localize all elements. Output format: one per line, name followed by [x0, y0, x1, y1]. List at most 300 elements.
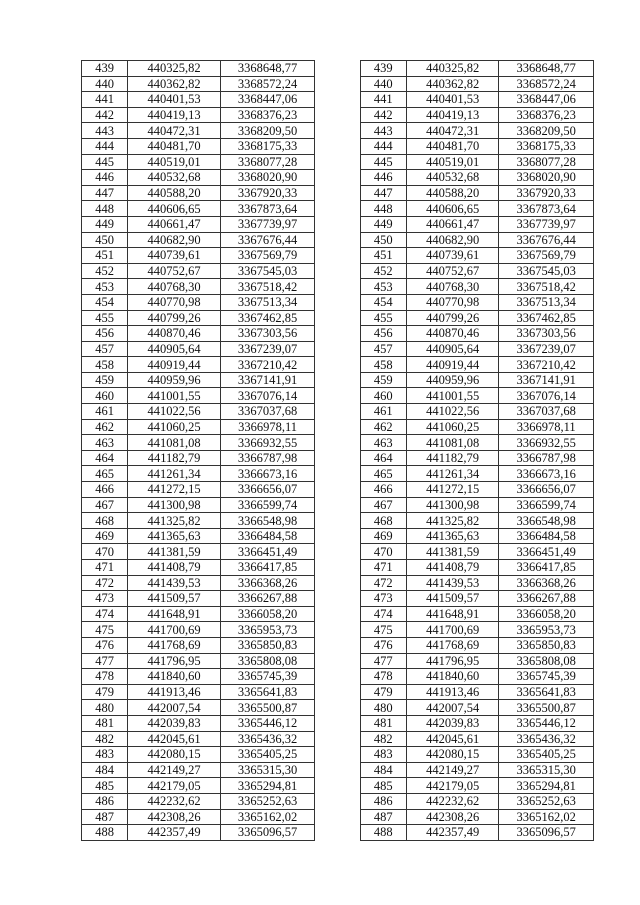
right-point-number-cell: 439 — [360, 61, 406, 77]
table-row — [82, 279, 594, 295]
table-row — [82, 747, 594, 763]
right-point-number-cell: 447 — [360, 185, 406, 201]
table-row — [82, 232, 594, 248]
left-y-coordinate-cell: 3367676,44 — [220, 232, 315, 248]
right-x-coordinate-cell: 440752,67 — [406, 263, 499, 279]
left-y-coordinate-cell: 3365162,02 — [220, 809, 315, 825]
left-y-coordinate-cell: 3366787,98 — [220, 450, 315, 466]
right-x-coordinate-cell: 441913,46 — [406, 684, 499, 700]
right-y-coordinate-cell: 3368648,77 — [499, 61, 594, 77]
right-x-coordinate-cell: 441001,55 — [406, 388, 499, 404]
column-gap — [315, 123, 360, 139]
left-y-coordinate-cell: 3366451,49 — [220, 544, 315, 560]
left-x-coordinate-cell: 442357,49 — [128, 825, 221, 841]
right-point-number-cell: 458 — [360, 357, 406, 373]
right-x-coordinate-cell: 441408,79 — [406, 560, 499, 576]
left-point-number-cell: 451 — [82, 248, 128, 264]
column-gap — [315, 622, 360, 638]
column-gap — [315, 560, 360, 576]
left-y-coordinate-cell: 3366599,74 — [220, 497, 315, 513]
left-point-number-cell: 477 — [82, 653, 128, 669]
right-x-coordinate-cell: 441365,63 — [406, 528, 499, 544]
left-y-coordinate-cell: 3368077,28 — [220, 154, 315, 170]
right-x-coordinate-cell: 441272,15 — [406, 482, 499, 498]
table-row — [82, 310, 594, 326]
right-x-coordinate-cell: 440588,20 — [406, 185, 499, 201]
table-row — [82, 216, 594, 232]
right-x-coordinate-cell: 442007,54 — [406, 700, 499, 716]
left-x-coordinate-cell: 440770,98 — [128, 294, 221, 310]
left-x-coordinate-cell: 441439,53 — [128, 575, 221, 591]
column-gap — [315, 591, 360, 607]
right-x-coordinate-cell: 441796,95 — [406, 653, 499, 669]
right-point-number-cell: 450 — [360, 232, 406, 248]
right-point-number-cell: 474 — [360, 606, 406, 622]
table-row — [82, 513, 594, 529]
column-gap — [315, 575, 360, 591]
left-point-number-cell: 455 — [82, 310, 128, 326]
right-y-coordinate-cell: 3367739,97 — [499, 216, 594, 232]
right-y-coordinate-cell: 3365315,30 — [499, 762, 594, 778]
left-point-number-cell: 448 — [82, 201, 128, 217]
column-gap — [315, 606, 360, 622]
left-y-coordinate-cell: 3366548,98 — [220, 513, 315, 529]
right-point-number-cell: 480 — [360, 700, 406, 716]
left-x-coordinate-cell: 441182,79 — [128, 450, 221, 466]
left-point-number-cell: 486 — [82, 793, 128, 809]
left-point-number-cell: 470 — [82, 544, 128, 560]
right-y-coordinate-cell: 3365641,83 — [499, 684, 594, 700]
column-gap — [315, 747, 360, 763]
right-point-number-cell: 461 — [360, 404, 406, 420]
left-y-coordinate-cell: 3365315,30 — [220, 762, 315, 778]
right-point-number-cell: 444 — [360, 138, 406, 154]
left-x-coordinate-cell: 440472,31 — [128, 123, 221, 139]
right-x-coordinate-cell: 441840,60 — [406, 669, 499, 685]
left-point-number-cell: 467 — [82, 497, 128, 513]
column-gap — [315, 248, 360, 264]
right-x-coordinate-cell: 440532,68 — [406, 170, 499, 186]
right-x-coordinate-cell: 440739,61 — [406, 248, 499, 264]
left-y-coordinate-cell: 3367210,42 — [220, 357, 315, 373]
right-y-coordinate-cell: 3365808,08 — [499, 653, 594, 669]
left-point-number-cell: 476 — [82, 637, 128, 653]
left-x-coordinate-cell: 441796,95 — [128, 653, 221, 669]
left-x-coordinate-cell: 441913,46 — [128, 684, 221, 700]
right-point-number-cell: 467 — [360, 497, 406, 513]
right-y-coordinate-cell: 3367037,68 — [499, 404, 594, 420]
right-y-coordinate-cell: 3365436,32 — [499, 731, 594, 747]
column-gap — [315, 482, 360, 498]
table-row — [82, 372, 594, 388]
right-y-coordinate-cell: 3366417,85 — [499, 560, 594, 576]
left-point-number-cell: 456 — [82, 326, 128, 342]
right-x-coordinate-cell: 441300,98 — [406, 497, 499, 513]
table-row — [82, 684, 594, 700]
right-point-number-cell: 481 — [360, 715, 406, 731]
column-gap — [315, 778, 360, 794]
left-x-coordinate-cell: 440481,70 — [128, 138, 221, 154]
left-point-number-cell: 463 — [82, 435, 128, 451]
column-gap — [315, 419, 360, 435]
left-x-coordinate-cell: 440739,61 — [128, 248, 221, 264]
column-gap — [315, 232, 360, 248]
column-gap — [315, 76, 360, 92]
left-x-coordinate-cell: 440661,47 — [128, 216, 221, 232]
left-point-number-cell: 441 — [82, 92, 128, 108]
right-point-number-cell: 475 — [360, 622, 406, 638]
right-point-number-cell: 456 — [360, 326, 406, 342]
right-x-coordinate-cell: 442179,05 — [406, 778, 499, 794]
table-row — [82, 544, 594, 560]
left-x-coordinate-cell: 440799,26 — [128, 310, 221, 326]
left-x-coordinate-cell: 441081,08 — [128, 435, 221, 451]
table-row — [82, 294, 594, 310]
right-y-coordinate-cell: 3365850,83 — [499, 637, 594, 653]
right-point-number-cell: 455 — [360, 310, 406, 326]
left-x-coordinate-cell: 441060,25 — [128, 419, 221, 435]
right-point-number-cell: 484 — [360, 762, 406, 778]
right-point-number-cell: 463 — [360, 435, 406, 451]
left-point-number-cell: 469 — [82, 528, 128, 544]
right-point-number-cell: 446 — [360, 170, 406, 186]
right-point-number-cell: 473 — [360, 591, 406, 607]
left-x-coordinate-cell: 441300,98 — [128, 497, 221, 513]
left-y-coordinate-cell: 3367462,85 — [220, 310, 315, 326]
left-y-coordinate-cell: 3368447,06 — [220, 92, 315, 108]
right-point-number-cell: 488 — [360, 825, 406, 841]
left-y-coordinate-cell: 3367873,64 — [220, 201, 315, 217]
left-y-coordinate-cell: 3368572,24 — [220, 76, 315, 92]
left-y-coordinate-cell: 3366417,85 — [220, 560, 315, 576]
right-y-coordinate-cell: 3367513,34 — [499, 294, 594, 310]
right-y-coordinate-cell: 3367076,14 — [499, 388, 594, 404]
column-gap — [315, 466, 360, 482]
left-x-coordinate-cell: 440588,20 — [128, 185, 221, 201]
right-y-coordinate-cell: 3365294,81 — [499, 778, 594, 794]
column-gap — [315, 341, 360, 357]
right-point-number-cell: 472 — [360, 575, 406, 591]
table-row — [82, 466, 594, 482]
left-y-coordinate-cell: 3368020,90 — [220, 170, 315, 186]
left-x-coordinate-cell: 441022,56 — [128, 404, 221, 420]
left-x-coordinate-cell: 441840,60 — [128, 669, 221, 685]
table-row — [82, 560, 594, 576]
right-x-coordinate-cell: 440799,26 — [406, 310, 499, 326]
left-point-number-cell: 475 — [82, 622, 128, 638]
table-row — [82, 435, 594, 451]
right-y-coordinate-cell: 3368572,24 — [499, 76, 594, 92]
table-row — [82, 107, 594, 123]
right-y-coordinate-cell: 3368077,28 — [499, 154, 594, 170]
right-x-coordinate-cell: 442357,49 — [406, 825, 499, 841]
left-point-number-cell: 446 — [82, 170, 128, 186]
table-row — [82, 762, 594, 778]
table-row — [82, 92, 594, 108]
left-x-coordinate-cell: 440682,90 — [128, 232, 221, 248]
right-y-coordinate-cell: 3367462,85 — [499, 310, 594, 326]
left-point-number-cell: 460 — [82, 388, 128, 404]
table-row — [82, 185, 594, 201]
right-y-coordinate-cell: 3366673,16 — [499, 466, 594, 482]
left-point-number-cell: 442 — [82, 107, 128, 123]
left-point-number-cell: 452 — [82, 263, 128, 279]
table-row — [82, 263, 594, 279]
right-x-coordinate-cell: 441060,25 — [406, 419, 499, 435]
right-point-number-cell: 485 — [360, 778, 406, 794]
right-point-number-cell: 483 — [360, 747, 406, 763]
table-row — [82, 388, 594, 404]
left-point-number-cell: 485 — [82, 778, 128, 794]
left-y-coordinate-cell: 3368648,77 — [220, 61, 315, 77]
left-x-coordinate-cell: 442039,83 — [128, 715, 221, 731]
left-point-number-cell: 461 — [82, 404, 128, 420]
right-x-coordinate-cell: 440519,01 — [406, 154, 499, 170]
column-gap — [315, 762, 360, 778]
right-x-coordinate-cell: 440919,44 — [406, 357, 499, 373]
right-point-number-cell: 462 — [360, 419, 406, 435]
column-gap — [315, 310, 360, 326]
right-y-coordinate-cell: 3366978,11 — [499, 419, 594, 435]
table-row — [82, 793, 594, 809]
left-y-coordinate-cell: 3366368,26 — [220, 575, 315, 591]
coordinate-table — [81, 60, 594, 841]
right-x-coordinate-cell: 441081,08 — [406, 435, 499, 451]
table-row — [82, 575, 594, 591]
right-point-number-cell: 454 — [360, 294, 406, 310]
left-y-coordinate-cell: 3368175,33 — [220, 138, 315, 154]
right-y-coordinate-cell: 3365252,63 — [499, 793, 594, 809]
right-point-number-cell: 478 — [360, 669, 406, 685]
left-point-number-cell: 478 — [82, 669, 128, 685]
left-x-coordinate-cell: 441325,82 — [128, 513, 221, 529]
left-point-number-cell: 484 — [82, 762, 128, 778]
right-point-number-cell: 442 — [360, 107, 406, 123]
column-gap — [315, 216, 360, 232]
column-gap — [315, 92, 360, 108]
left-point-number-cell: 483 — [82, 747, 128, 763]
left-point-number-cell: 453 — [82, 279, 128, 295]
right-x-coordinate-cell: 440606,65 — [406, 201, 499, 217]
right-x-coordinate-cell: 440419,13 — [406, 107, 499, 123]
table-row — [82, 637, 594, 653]
left-y-coordinate-cell: 3367076,14 — [220, 388, 315, 404]
right-y-coordinate-cell: 3366599,74 — [499, 497, 594, 513]
left-y-coordinate-cell: 3367303,56 — [220, 326, 315, 342]
left-point-number-cell: 440 — [82, 76, 128, 92]
right-point-number-cell: 469 — [360, 528, 406, 544]
right-y-coordinate-cell: 3365745,39 — [499, 669, 594, 685]
left-point-number-cell: 488 — [82, 825, 128, 841]
left-y-coordinate-cell: 3365294,81 — [220, 778, 315, 794]
right-x-coordinate-cell: 440481,70 — [406, 138, 499, 154]
left-x-coordinate-cell: 442308,26 — [128, 809, 221, 825]
right-y-coordinate-cell: 3367239,07 — [499, 341, 594, 357]
left-x-coordinate-cell: 441261,34 — [128, 466, 221, 482]
right-x-coordinate-cell: 440325,82 — [406, 61, 499, 77]
right-point-number-cell: 468 — [360, 513, 406, 529]
column-gap — [315, 107, 360, 123]
right-y-coordinate-cell: 3367873,64 — [499, 201, 594, 217]
left-y-coordinate-cell: 3366978,11 — [220, 419, 315, 435]
column-gap — [315, 715, 360, 731]
right-x-coordinate-cell: 441325,82 — [406, 513, 499, 529]
column-gap — [315, 528, 360, 544]
right-y-coordinate-cell: 3367210,42 — [499, 357, 594, 373]
left-x-coordinate-cell: 441648,91 — [128, 606, 221, 622]
left-y-coordinate-cell: 3368376,23 — [220, 107, 315, 123]
left-point-number-cell: 443 — [82, 123, 128, 139]
table-row — [82, 201, 594, 217]
left-y-coordinate-cell: 3366656,07 — [220, 482, 315, 498]
right-x-coordinate-cell: 440661,47 — [406, 216, 499, 232]
left-y-coordinate-cell: 3366058,20 — [220, 606, 315, 622]
right-y-coordinate-cell: 3365500,87 — [499, 700, 594, 716]
left-y-coordinate-cell: 3365252,63 — [220, 793, 315, 809]
right-y-coordinate-cell: 3365162,02 — [499, 809, 594, 825]
left-x-coordinate-cell: 440401,53 — [128, 92, 221, 108]
right-x-coordinate-cell: 440768,30 — [406, 279, 499, 295]
left-point-number-cell: 450 — [82, 232, 128, 248]
table-row — [82, 731, 594, 747]
left-x-coordinate-cell: 440905,64 — [128, 341, 221, 357]
column-gap — [315, 372, 360, 388]
right-point-number-cell: 449 — [360, 216, 406, 232]
right-point-number-cell: 443 — [360, 123, 406, 139]
right-x-coordinate-cell: 440362,82 — [406, 76, 499, 92]
column-gap — [315, 326, 360, 342]
right-x-coordinate-cell: 441182,79 — [406, 450, 499, 466]
table-row — [82, 404, 594, 420]
table-row — [82, 653, 594, 669]
right-point-number-cell: 482 — [360, 731, 406, 747]
column-gap — [315, 684, 360, 700]
column-gap — [315, 357, 360, 373]
left-x-coordinate-cell: 440419,13 — [128, 107, 221, 123]
right-y-coordinate-cell: 3366932,55 — [499, 435, 594, 451]
right-y-coordinate-cell: 3366787,98 — [499, 450, 594, 466]
table-row — [82, 248, 594, 264]
table-row — [82, 123, 594, 139]
column-gap — [315, 435, 360, 451]
right-x-coordinate-cell: 442045,61 — [406, 731, 499, 747]
column-gap — [315, 263, 360, 279]
right-x-coordinate-cell: 441381,59 — [406, 544, 499, 560]
right-point-number-cell: 470 — [360, 544, 406, 560]
left-y-coordinate-cell: 3367037,68 — [220, 404, 315, 420]
column-gap — [315, 388, 360, 404]
coordinate-table-body — [82, 61, 594, 841]
column-gap — [315, 731, 360, 747]
right-y-coordinate-cell: 3365405,25 — [499, 747, 594, 763]
right-x-coordinate-cell: 441648,91 — [406, 606, 499, 622]
right-y-coordinate-cell: 3365446,12 — [499, 715, 594, 731]
right-y-coordinate-cell: 3366267,88 — [499, 591, 594, 607]
column-gap — [315, 497, 360, 513]
right-point-number-cell: 464 — [360, 450, 406, 466]
left-x-coordinate-cell: 440919,44 — [128, 357, 221, 373]
right-x-coordinate-cell: 442308,26 — [406, 809, 499, 825]
left-y-coordinate-cell: 3366267,88 — [220, 591, 315, 607]
left-point-number-cell: 439 — [82, 61, 128, 77]
right-y-coordinate-cell: 3368447,06 — [499, 92, 594, 108]
column-gap — [315, 185, 360, 201]
column-gap — [315, 700, 360, 716]
left-point-number-cell: 449 — [82, 216, 128, 232]
right-y-coordinate-cell: 3368175,33 — [499, 138, 594, 154]
table-row — [82, 669, 594, 685]
right-x-coordinate-cell: 441700,69 — [406, 622, 499, 638]
left-point-number-cell: 445 — [82, 154, 128, 170]
right-point-number-cell: 451 — [360, 248, 406, 264]
table-row — [82, 61, 594, 77]
left-x-coordinate-cell: 440362,82 — [128, 76, 221, 92]
left-point-number-cell: 454 — [82, 294, 128, 310]
left-point-number-cell: 471 — [82, 560, 128, 576]
left-y-coordinate-cell: 3368209,50 — [220, 123, 315, 139]
right-x-coordinate-cell: 441768,69 — [406, 637, 499, 653]
left-point-number-cell: 468 — [82, 513, 128, 529]
left-point-number-cell: 447 — [82, 185, 128, 201]
right-y-coordinate-cell: 3367920,33 — [499, 185, 594, 201]
right-point-number-cell: 476 — [360, 637, 406, 653]
left-x-coordinate-cell: 440870,46 — [128, 326, 221, 342]
right-y-coordinate-cell: 3368209,50 — [499, 123, 594, 139]
right-point-number-cell: 471 — [360, 560, 406, 576]
right-y-coordinate-cell: 3367518,42 — [499, 279, 594, 295]
left-point-number-cell: 481 — [82, 715, 128, 731]
left-x-coordinate-cell: 442232,62 — [128, 793, 221, 809]
left-y-coordinate-cell: 3367739,97 — [220, 216, 315, 232]
left-point-number-cell: 462 — [82, 419, 128, 435]
left-y-coordinate-cell: 3365953,73 — [220, 622, 315, 638]
left-y-coordinate-cell: 3365500,87 — [220, 700, 315, 716]
table-row — [82, 419, 594, 435]
table-row — [82, 341, 594, 357]
table-row — [82, 450, 594, 466]
column-gap — [315, 61, 360, 77]
right-x-coordinate-cell: 440959,96 — [406, 372, 499, 388]
column-gap — [315, 154, 360, 170]
left-point-number-cell: 482 — [82, 731, 128, 747]
left-y-coordinate-cell: 3367513,34 — [220, 294, 315, 310]
left-y-coordinate-cell: 3367239,07 — [220, 341, 315, 357]
left-point-number-cell: 458 — [82, 357, 128, 373]
left-y-coordinate-cell: 3365745,39 — [220, 669, 315, 685]
right-y-coordinate-cell: 3366451,49 — [499, 544, 594, 560]
left-y-coordinate-cell: 3366673,16 — [220, 466, 315, 482]
right-point-number-cell: 466 — [360, 482, 406, 498]
table-row — [82, 497, 594, 513]
right-x-coordinate-cell: 440905,64 — [406, 341, 499, 357]
table-row — [82, 778, 594, 794]
right-y-coordinate-cell: 3366058,20 — [499, 606, 594, 622]
right-point-number-cell: 448 — [360, 201, 406, 217]
left-x-coordinate-cell: 440752,67 — [128, 263, 221, 279]
left-point-number-cell: 444 — [82, 138, 128, 154]
column-gap — [315, 669, 360, 685]
right-x-coordinate-cell: 440682,90 — [406, 232, 499, 248]
left-x-coordinate-cell: 441408,79 — [128, 560, 221, 576]
right-point-number-cell: 479 — [360, 684, 406, 700]
right-point-number-cell: 459 — [360, 372, 406, 388]
column-gap — [315, 825, 360, 841]
left-x-coordinate-cell: 442007,54 — [128, 700, 221, 716]
table-row — [82, 482, 594, 498]
right-y-coordinate-cell: 3368376,23 — [499, 107, 594, 123]
column-gap — [315, 138, 360, 154]
right-y-coordinate-cell: 3367303,56 — [499, 326, 594, 342]
